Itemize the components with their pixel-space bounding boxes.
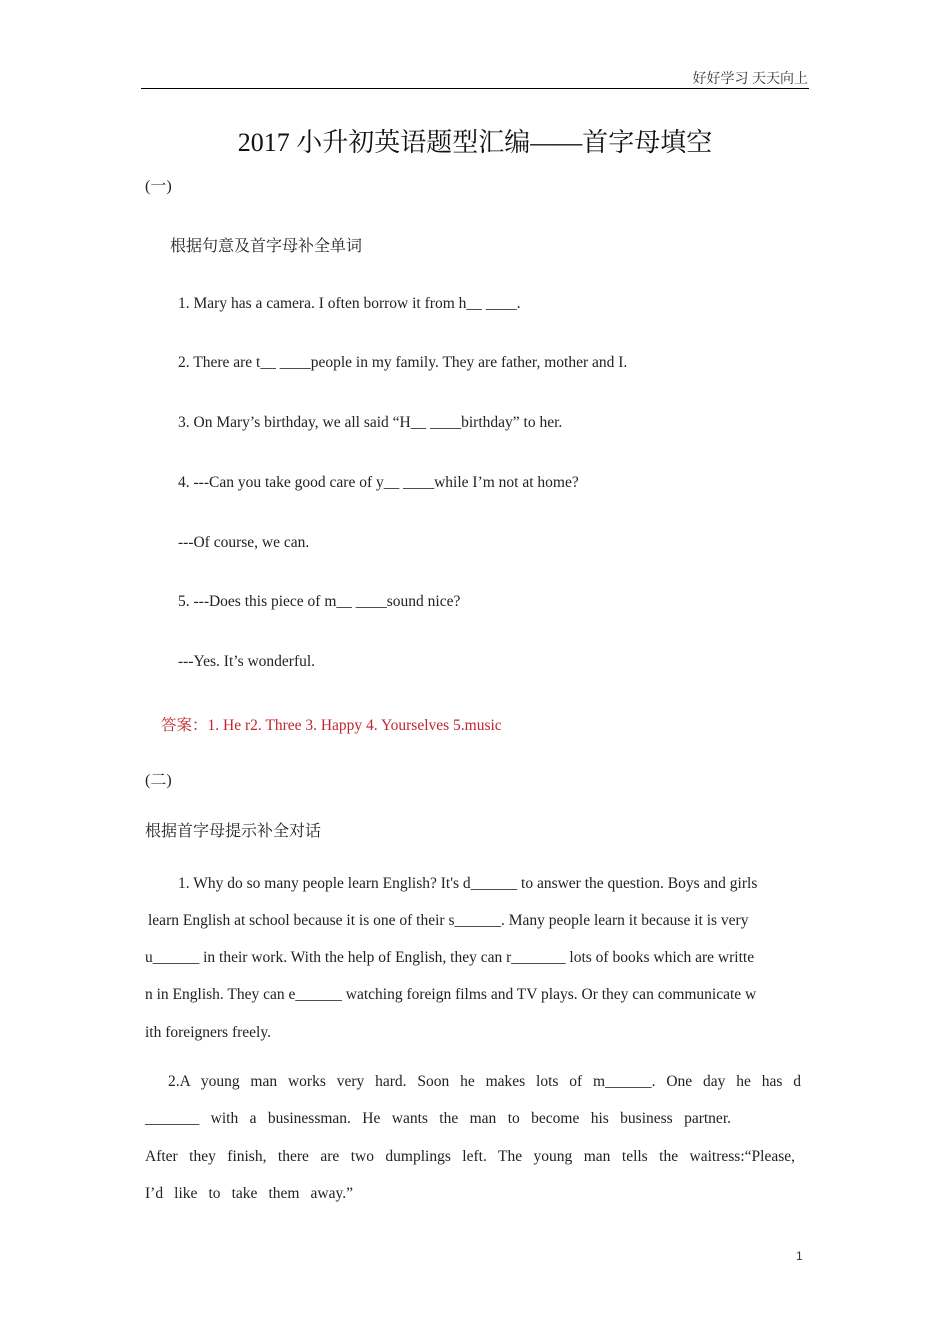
answer-text: 1. He r2. Three 3. Happy 4. Yourselves 5.music [207,717,502,734]
page-number: 1 [796,1249,803,1263]
page-title: 2017 小升初英语题型汇编——首字母填空 [237,128,713,157]
question-1: 1. Mary has a camera. I often borrow it from h__ ____. [178,295,521,312]
section-instruction-1: 根据句意及首字母补全单词 [170,238,363,255]
passage2-line-1: 2.A young man works very hard. Soon he makes lots of m______. One day he has d [168,1073,801,1090]
question-5: 5. ---Does this piece of m__ ____sound nice? [178,593,461,610]
answer-line [161,713,502,735]
question-5-response: ---Yes. It’s wonderful. [178,653,316,670]
question-3: 3. On Mary’s birthday, we all said “H__ ____birthday” to her. [178,414,563,431]
passage2-line-3: After they finish, there are two dumplings left. The young man tells the waitress:“Please, [145,1148,795,1165]
passage1-line-5: ith foreigners freely. [145,1024,271,1041]
passage1-line-3: u______ in their work. With the help of English, they can r_______ lots of books which are writte [145,949,755,966]
section-instruction-2: 根据首字母提示补全对话 [145,823,322,840]
question-4-response: ---Of course, we can. [178,534,310,551]
passage2-line-2: _______ with a businessman. He wants the man to become his business partner. [145,1110,731,1127]
header-slogan: 好好学习 天天向上 [692,72,808,87]
passage2-line-4: I’d like to take them away.” [145,1185,353,1202]
answer-label: 答案： [161,717,208,734]
question-2: 2. There are t__ ____people in my family. They are father, mother and I. [178,354,628,371]
question-4: 4. ---Can you take good care of y__ ____while I’m not at home? [178,474,579,491]
passage1-line-2: learn English at school because it is one of their s______. Many people learn it because it is very [148,912,749,929]
section-heading-2: (二) [145,772,172,789]
passage1-line-4: n in English. They can e______ watching foreign films and TV plays. Or they can communicate w [145,986,757,1003]
header-rule [141,88,809,89]
passage1-line-1: 1. Why do so many people learn English? It's d______ to answer the question. Boys and girls [178,875,758,892]
section-heading-1: (一) [145,178,172,195]
